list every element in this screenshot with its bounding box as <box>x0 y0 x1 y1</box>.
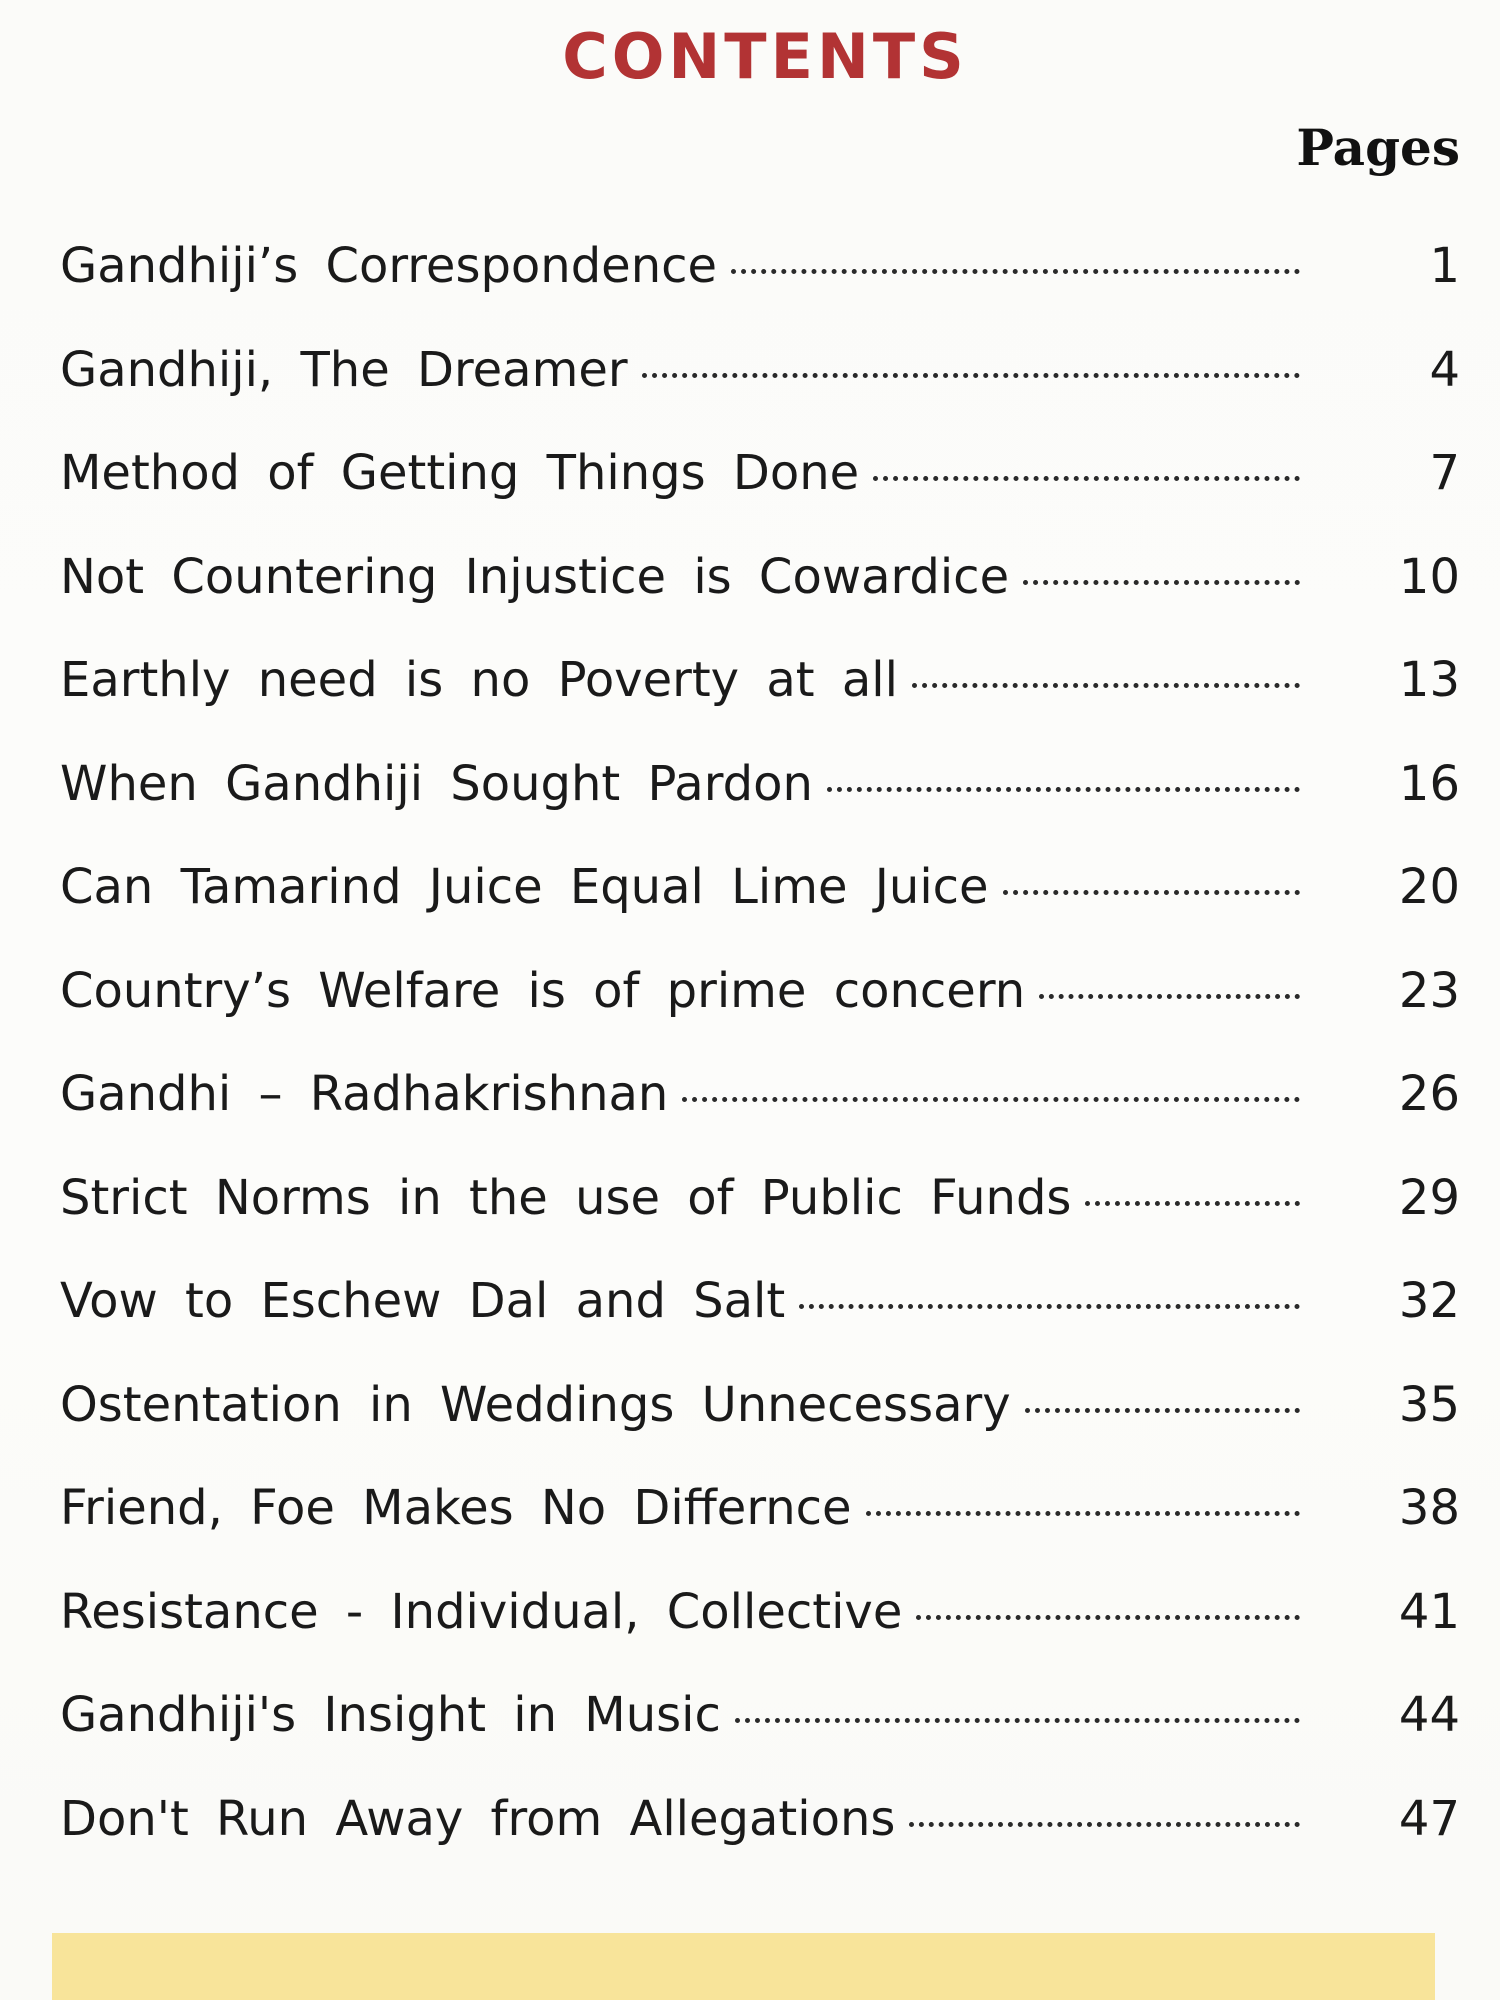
toc-entry[interactable] <box>60 445 1460 549</box>
toc-entry-page: 32 <box>1398 1273 1460 1329</box>
toc-entry-title: Gandhi – Radhakrishnan <box>60 1066 669 1122</box>
toc-entry-title: Friend, Foe Makes No Differnce <box>60 1480 852 1536</box>
toc-entry-page: 4 <box>1429 341 1460 398</box>
toc-entry-title: Earthly need is no Poverty at all <box>60 652 898 708</box>
toc-entry-page: 41 <box>1398 1583 1460 1640</box>
toc-entry-title: Don't Run Away from Allegations <box>60 1790 896 1847</box>
dot-leader <box>1023 580 1300 585</box>
toc-entry[interactable] <box>60 342 1460 446</box>
toc-entry-page: 38 <box>1398 1480 1460 1536</box>
toc-entry[interactable] <box>60 756 1460 860</box>
toc-entry-page: 20 <box>1398 859 1460 915</box>
pages-column-header: Pages <box>1296 118 1460 177</box>
toc-entry-title: Strict Norms in the use of Public Funds <box>60 1169 1072 1226</box>
toc-entry-page: 13 <box>1398 652 1460 708</box>
toc-entry[interactable] <box>60 1584 1460 1688</box>
toc-entry-page: 29 <box>1398 1169 1460 1226</box>
dot-leader <box>1025 1408 1300 1413</box>
toc-entry-title: When Gandhiji Sought Pardon <box>60 755 813 812</box>
dot-leader <box>873 476 1300 481</box>
toc-entry[interactable] <box>60 1377 1460 1481</box>
toc-entry-page: 1 <box>1429 238 1460 294</box>
toc-entry-title: Resistance - Individual, Collective <box>60 1583 903 1640</box>
toc-entry-page: 7 <box>1429 445 1460 501</box>
dot-leader <box>799 1304 1300 1309</box>
toc-entry-title: Gandhiji, The Dreamer <box>60 341 628 398</box>
dot-leader <box>1039 994 1300 999</box>
page-title: CONTENTS <box>562 20 968 93</box>
dot-leader <box>642 373 1300 378</box>
dot-leader <box>1003 890 1300 895</box>
toc-entry[interactable] <box>60 1066 1460 1170</box>
dot-leader <box>909 1822 1300 1827</box>
toc-entry-title: Can Tamarind Juice Equal Lime Juice <box>60 859 989 915</box>
toc-entry-page: 26 <box>1398 1066 1460 1122</box>
dot-leader <box>916 1615 1300 1620</box>
toc-entry-page: 10 <box>1398 548 1460 605</box>
toc-entry-title: Country’s Welfare is of prime concern <box>60 962 1026 1019</box>
toc-entry[interactable] <box>60 1687 1460 1791</box>
table-of-contents <box>60 238 1460 1894</box>
dot-leader <box>866 1511 1300 1516</box>
toc-entry[interactable] <box>60 652 1460 756</box>
dot-leader <box>731 269 1300 274</box>
toc-entry[interactable] <box>60 1480 1460 1584</box>
dot-leader <box>682 1097 1300 1102</box>
toc-entry[interactable] <box>60 1273 1460 1377</box>
decorative-yellow-band <box>52 1933 1435 2000</box>
toc-entry-title: Gandhiji’s Correspondence <box>60 238 718 294</box>
toc-entry[interactable] <box>60 859 1460 963</box>
toc-entry-title: Vow to Eschew Dal and Salt <box>60 1273 786 1329</box>
dot-leader <box>827 787 1300 792</box>
dot-leader <box>735 1718 1300 1723</box>
toc-entry[interactable] <box>60 1791 1460 1895</box>
toc-entry-page: 35 <box>1398 1376 1460 1433</box>
toc-entry[interactable] <box>60 963 1460 1067</box>
toc-entry-page: 16 <box>1398 755 1460 812</box>
toc-entry[interactable] <box>60 549 1460 653</box>
toc-entry-title: Ostentation in Weddings Unnecessary <box>60 1376 1011 1433</box>
toc-entry-title: Gandhiji's Insight in Music <box>60 1687 721 1743</box>
toc-entry-title: Not Countering Injustice is Cowardice <box>60 548 1010 605</box>
toc-entry[interactable] <box>60 238 1460 342</box>
toc-entry-page: 23 <box>1398 962 1460 1019</box>
dot-leader <box>912 683 1300 688</box>
dot-leader <box>1085 1201 1300 1206</box>
toc-entry-page: 44 <box>1398 1687 1460 1743</box>
toc-entry-title: Method of Getting Things Done <box>60 445 860 501</box>
toc-entry[interactable] <box>60 1170 1460 1274</box>
toc-entry-page: 47 <box>1398 1790 1460 1847</box>
